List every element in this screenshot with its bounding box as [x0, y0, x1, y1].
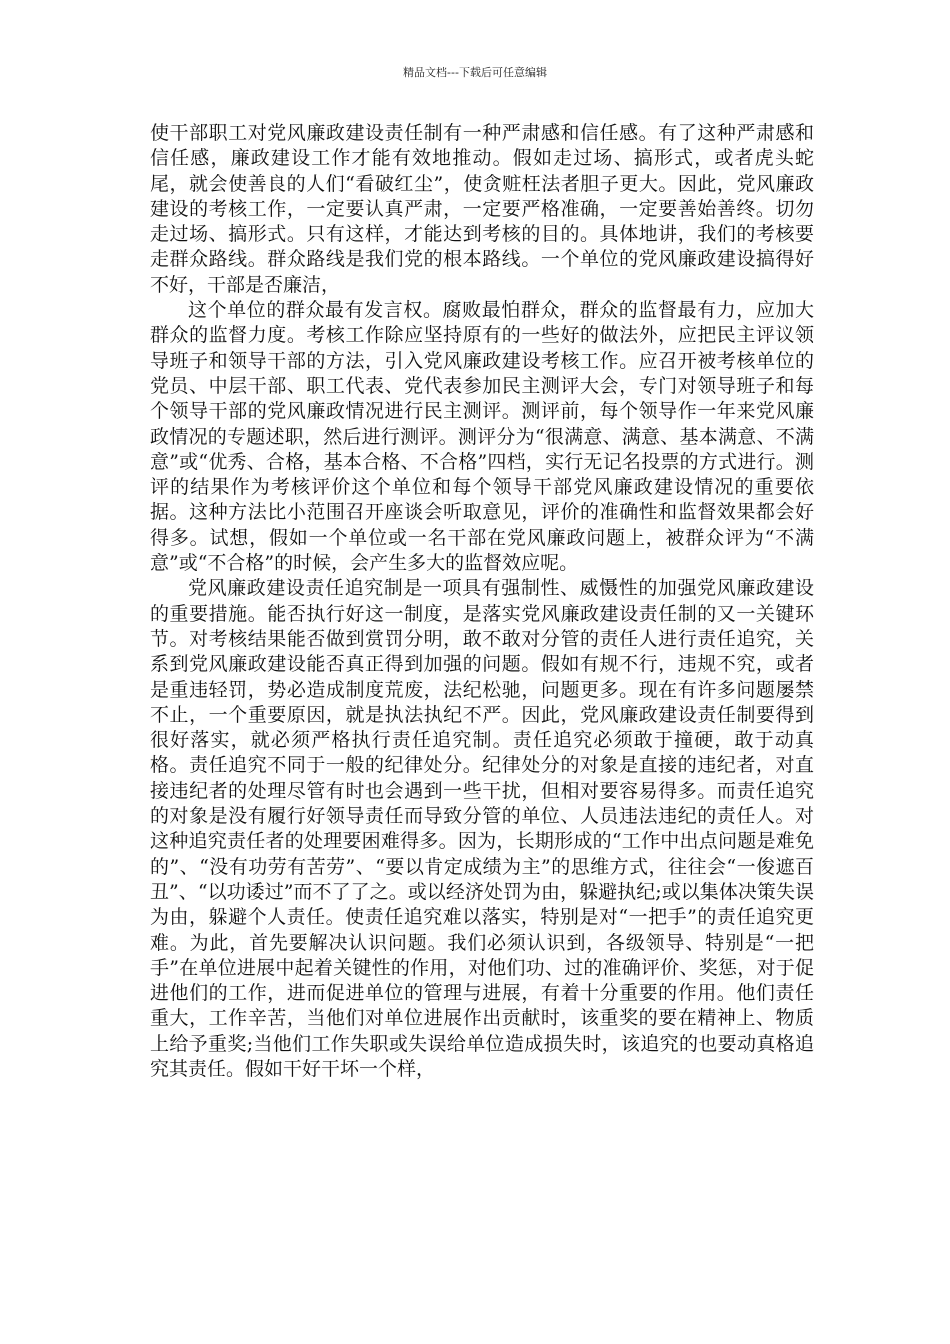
- paragraph-1: 使干部职工对党风廉政建设责任制有一种严肃感和信任感。有了这种严肃感和信任感，廉政建设工作才能有效地推动。假如走过场、搞形式，或者虎头蛇尾，就会使善良的人们“看破红尘”，使贪赃枉法者胆子更大。因此，党风廉政建设的考核工作，一定要认真严肃，一定要严格准确，一定要善始善终。切勿走过场、搞形式。只有这样，才能达到考核的目的。具体地讲，我们的考核要走群众路线。群众路线是我们党的根本路线。一个单位的党风廉政建设搞得好不好，干部是否廉洁，: [150, 122, 814, 296]
- paragraph-3: 党风廉政建设责任追究制是一项具有强制性、威慑性的加强党风廉政建设的重要措施。能否执行好这一制度，是落实党风廉政建设责任制的又一关键环节。对考核结果能否做到赏罚分明，敢不敢对分管的责任人进行责任追究，关系到党风廉政建设能否真正得到加强的问题。假如有规不行，违规不究，或者是重违轻罚，势必造成制度荒废，法纪松驰，问题更多。现在有许多问题屡禁不止，一个重要原因，就是执法执纪不严。因此，党风廉政建设责任制要得到很好落实，就必须严格执行责任追究制。责任追究必须敢于撞硬，敢于动真格。责任追究不同于一般的纪律处分。纪律处分的对象是直接的违纪者，对直接违纪者的处理尽管有时也会遇到一些干扰，但相对要容易得多。而责任追究的对象是没有履行好领导责任而导致分管的单位、人员违法违纪的责任人。对这种追究责任者的处理要困难得多。因为，长期形成的“工作中出点问题是难免的”、“没有功劳有苦劳”、“要以肯定成绩为主”的思维方式，往往会“一俊遮百丑”、“以功诿过”而不了了之。或以经济处罚为由，躲避执纪;或以集体决策失误为由，躲避个人责任。使责任追究难以落实，特别是对“一把手”的责任追究更难。为此，首先要解决认识问题。我们必须认识到，各级领导、特别是“一把手”在单位进展中起着关键性的作用，对他们功、过的准确评价、奖惩，对于促进他们的工作，进而促进单位的管理与进展，有着十分重要的作用。他们责任重大，工作辛苦，当他们对单位进展作出贡献时，该重奖的要在精神上、物质上给予重奖;当他们工作失职或失误给单位造成损失时，该追究的也要动真格追究其责任。假如干好干坏一个样，: [150, 577, 814, 1080]
- document-body: [150, 121, 814, 1082]
- page-header: 精品文档---下载后可任意编辑: [403, 66, 547, 79]
- paragraph-2: 这个单位的群众最有发言权。腐败最怕群众，群众的监督最有力，应加大群众的监督力度。考核工作除应坚持原有的一些好的做法外，应把民主评议领导班子和领导干部的方法，引入党风廉政建设考核工作。应召开被考核单位的党员、中层干部、职工代表、党代表参加民主测评大会，专门对领导班子和每个领导干部的党风廉政情况进行民主测评。测评前，每个领导作一年来党风廉政情况的专题述职，然后进行测评。测评分为“很满意、满意、基本满意、不满意”或“优秀、合格，基本合格、不合格”四档，实行无记名投票的方式进行。测评的结果作为考核评价这个单位和每个领导干部党风廉政建设情况的重要依据。这种方法比小范围召开座谈会听取意见，评价的准确性和监督效果都会好得多。试想，假如一个单位或一名干部在党风廉政问题上，被群众评为“不满意”或“不合格”的时候，会产生多大的监督效应呢。: [150, 299, 814, 575]
